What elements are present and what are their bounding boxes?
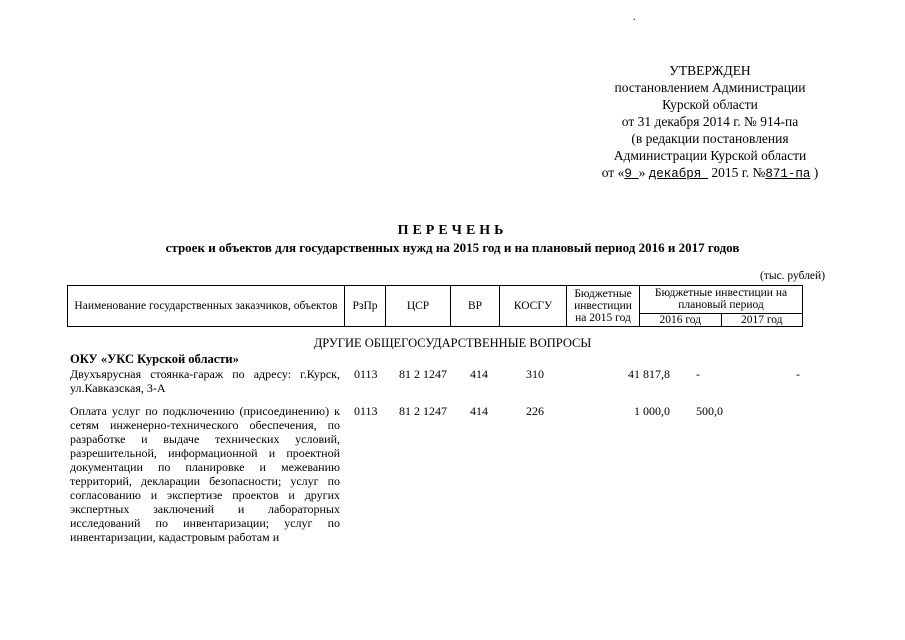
header-csr: ЦСР [386, 286, 451, 327]
approval-line: постановлением Администрации [614, 80, 806, 95]
header-vr: ВР [451, 286, 500, 327]
approval-line: Курской области [662, 97, 758, 112]
section-title: ДРУГИЕ ОБЩЕГОСУДАРСТВЕННЫЕ ВОПРОСЫ [313, 336, 592, 350]
approval-heading: УТВЕРЖДЕН [669, 63, 751, 78]
cell-2017: - [796, 367, 800, 381]
date-day: 9 [624, 167, 632, 181]
cell-2015: 1 000,0 [634, 404, 670, 418]
header-budget-plan: Бюджетные инвестиции на плановый период [640, 286, 803, 314]
date-month: декабря [648, 167, 702, 181]
cell-kosgu: 310 [526, 367, 544, 381]
header-kosgu: КОСГУ [500, 286, 567, 327]
approval-line: от 31 декабря 2014 г. № 914-па [621, 114, 799, 129]
object-name: Оплата услуг по подключению (присоединению) к сетям инженерно-технического обеспечения, по разработке и выдаче технических условий, разрешительной, информационной и проектной документации по планировке и межеванию территорий, декларации безопасности; услуг по согласованию и экспертизе проектов и других экспертных заключений и лабораторных исследований по инвентаризации; услуг по инвентаризации, кадастровым работам и [70, 404, 340, 544]
cell-vr: 414 [470, 367, 488, 381]
document-subtitle: строек и объектов для государственных нужд на 2015 год и на плановый период 2016 и 2017 годов [165, 240, 740, 255]
cell-2016: - [696, 367, 700, 381]
approval-line: (в редакции постановления [631, 131, 789, 146]
cell-vr: 414 [470, 404, 488, 418]
date-prefix: от « [601, 165, 625, 180]
approval-date-line [560, 164, 860, 183]
cell-rzpr: 0113 [354, 404, 378, 418]
cell-2015: 41 817,8 [628, 367, 670, 381]
header-year-2016: 2016 год [640, 313, 722, 326]
cell-csr: 81 2 1247 [399, 404, 447, 418]
cell-csr: 81 2 1247 [399, 367, 447, 381]
date-quote: » [638, 165, 646, 180]
units-label: (тыс. рублей) [760, 270, 826, 282]
date-year: 2015 г. № [711, 165, 766, 180]
header-budget-2015: Бюджетные инвестиции на 2015 год [567, 286, 640, 327]
date-number: 871-па [765, 167, 811, 181]
cell-kosgu: 226 [526, 404, 544, 418]
header-rzpr: РзПр [345, 286, 386, 327]
header-year-2017: 2017 год [721, 313, 803, 326]
approval-line: Администрации Курской области [613, 148, 807, 163]
object-name: Двухъярусная стоянка-гараж по адресу: г.Курск, ул.Кавказская, 3-А [70, 367, 340, 395]
table-header [67, 285, 803, 327]
scan-mark: . [633, 12, 636, 23]
document-title: ПЕРЕЧЕНЬ [397, 223, 508, 238]
approval-block [560, 62, 860, 183]
header-name: Наименование государственных заказчиков, объектов [68, 286, 345, 327]
organization-name: ОКУ «УКС Курской области» [70, 352, 239, 366]
cell-2016: 500,0 [696, 404, 723, 418]
date-close: ) [813, 165, 819, 180]
cell-rzpr: 0113 [354, 367, 378, 381]
